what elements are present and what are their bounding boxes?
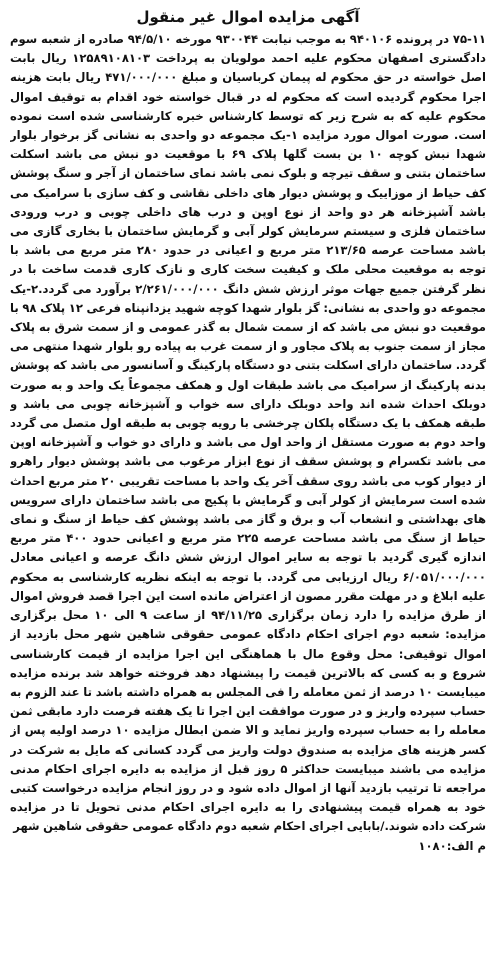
notice-paragraph: ۷۵-۱۱ در پرونده ۹۴۰۱۰۶ به موجب نیابت ۹۳۰۰۴۴ مورخه ۹۴/۵/۱۰ صادره از شعبه سوم دادگستری اصفهان محکوم علیه احمد مولویان به پرداخت ۱۲۵۸۹۱۰۸۱۰۳ ریال بابت اصل خواسته در حق محکوم له پیمان کرباسیان و مبلغ ۴۷۱/۰۰۰/۰۰۰ ریال بابت هزینه اجرا محکوم گردیده است که محکوم له در قبال خواسته خود اقدام به توقیف اموال محکوم علیه که به شرح زیر که توسط کارشناس خبره کارشناسی شده است نموده است. صورت اموال مورد مزایده ۱-یک مجموعه دو واحدی به نشانی گز برخوار بلوار شهدا نبش کوچه ۱۰ بن بست گلها پلاک ۶۹ با موقعیت دو نبش می باشد اسکلت ساختمان بتنی و سقف تیرچه و بلوک نمی باشد نمای ساختمان از آجر و سنگ پوشش کف حیاط از موزاییک و پوشش دیوار های داخلی نقاشی و کف سازی با سرامیک می باشد آشپزخانه هر دو واحد از نوع اوپن و درب های داخلی چوبی و درب ورودی ساختمان فلزی و سیستم سرمایش کولر آبی و گرمایش ساختمان با بخاری گازی می باشد مساحت عرصه ۲۱۳/۶۵ متر مربع و اعیانی در حدود ۲۸۰ متر مربع می باشد با توجه به موقعیت محلی ملک و کیفیت سخت کاری و نازک کاری قدمت ساخت با در نظر گرفتن جمیع جهات موثر ارزش شش دانگ ۲/۲۶۱/۰۰۰/۰۰۰ برآورد می گردد.۲-یک مجموعه دو واحدی به نشانی: گز بلوار شهدا کوچه شهید یزدانپناه فرعی ۱۲ پلاک ۹۸ با موقعیت دو نبش می باشد که از سمت شمال به گذر عمومی و از سمت شرق به پلاک مجاز از سمت جنوب به پلاک مجاور و از سمت غرب به پیاده رو بلوار شهدا منتهی می گردد. ساختمان دارای اسکلت بتنی دو دستگاه پارکینگ و آسانسور می باشد که پوشش بدنه پارکینگ از سرامیک می باشد طبقات اول و همکف مجموعاً یک واحد و به صورت دوبلک احداث شده اند واحد دوبلک دارای سه خواب و آشپزخانه چوبی می باشد و طبقه همکف با یک دستگاه پلکان چرخشی با رویه چوبی به طبقه اول متصل می گردد واحد دوم به صورت مستقل از واحد اول می باشد و دارای دو خواب و آشپزخانه اوپن می باشد تکسرام و پوشش سقف از نوع ابزار مرغوب می باشد پوشش دیوار راهرو از دیوار کوب می باشد روی سقف آخر یک واحد با مساحت تقریبی ۲۰ متر مربع احداث شده است سرمایش از کولر آبی و گرمایش با پکیج می باشد ساختمان دارای سرویس های بهداشتی و انشعاب آب و برق و گاز می باشد پوشش کف حیاط از سنگ و نمای حیاط از سنگ می باشد مساحت عرصه ۲۲۵ متر مربع و اعیانی حدود ۴۰۰ متر مربع اندازه گیری گردید با توجه به سایر اموال ارزش شش دانگ عرصه و اعیانی معادل ۶/۰۵۱/۰۰۰/۰۰۰ ریال ارزیابی می گردد. با توجه به اینکه نظریه کارشناسی به محکوم علیه ابلاغ و در مهلت مقرر مصون از اعتراض مانده است این اجرا قصد فروش اموال از طرق مزایده را دارد زمان برگزاری ۹۴/۱۱/۲۵ از ساعت ۹ الی ۱۰ محل برگزاری مزایده: شعبه دوم اجرای احکام دادگاه عمومی حقوقی شاهین شهر محل بازدید از اموال توقیفی: محل وقوع مال با هماهنگی این اجرا مزایده از قیمت کارشناسی شروع و به کسی که بالاترین قیمت را پیشنهاد دهد فروخته خواهد شد برنده مزایده میبایست ۱۰ درصد از ثمن معامله را فی المجلس به همراه داشته باشد تا عند الزوم به حساب سپرده واریز و در صورت موافقت این اجرا تا یک هفته فرصت دارد مابقی ثمن معامله را به حساب سپرده واریز نماید و الا ضمن ابطال مزایده ۱۰ درصد اولیه پس از کسر هزینه های مزایده به صندوق دولت واریز می گردد کسانی که مایل به شرکت در مزایده می باشند میبایست حداکثر ۵ روز قبل از مزایده به دایره اجرای احکام مدنی مراجعه تا ترتیب بازدید آنها از اموال داده شود و در روز انجام مزایده درخواست کتبی خود به همراه قیمت پیشنهادی را به دایره اجرای احکام مدنی تحویل تا در مزایده شرکت داده شوند./بابایی اجرای احکام شعبه دوم دادگاه عمومی حقوقی شاهین شهر xyxy=(10,32,486,834)
notice-footer xyxy=(10,837,486,856)
notice-ref-number: ۱۰۸۰ xyxy=(418,838,447,853)
notice-ref-label: م الف: xyxy=(446,838,486,853)
legal-notice xyxy=(10,6,486,942)
notice-body xyxy=(10,30,486,837)
notice-title: آگهی مزایده اموال غیر منقول xyxy=(136,8,360,26)
